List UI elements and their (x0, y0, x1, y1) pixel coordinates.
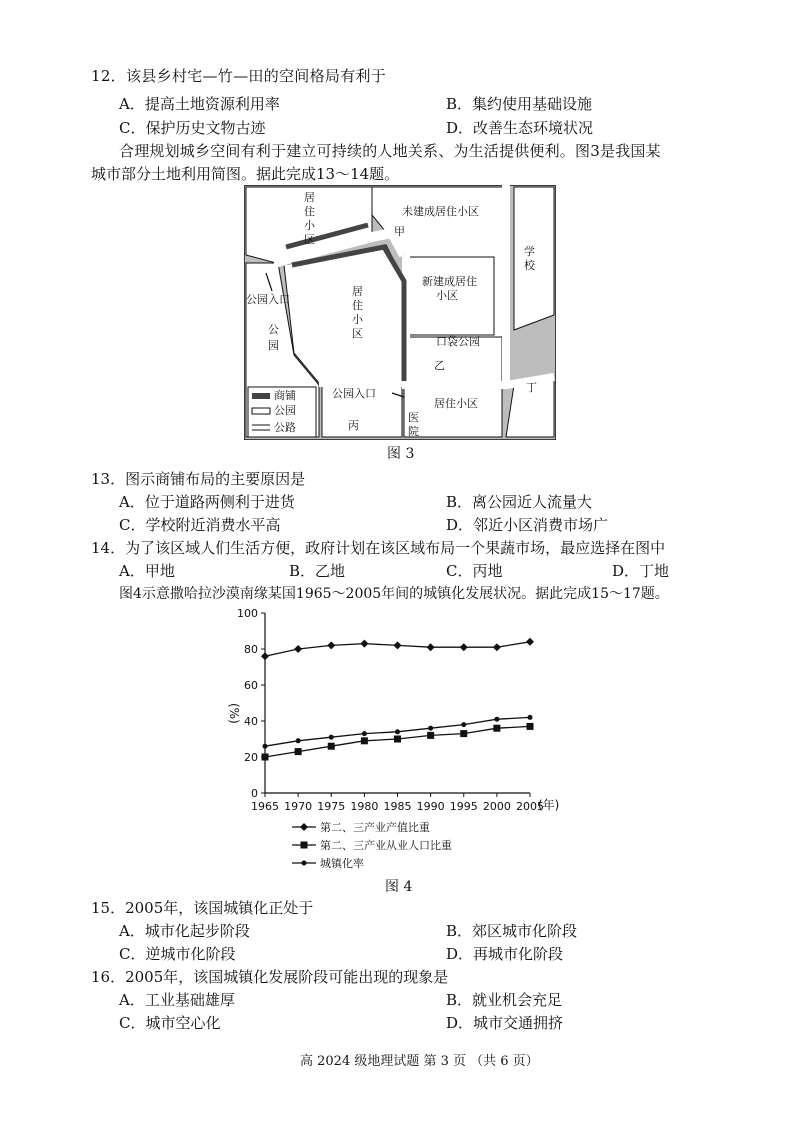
x-tick-label: 1970 (284, 800, 313, 813)
label-res-center-1: 居 (352, 285, 363, 298)
legend-park-label: 公园 (274, 404, 296, 417)
label-res-center-3: 小 (352, 313, 363, 326)
label-ding: 丁 (526, 381, 537, 394)
data-point-1-1 (295, 748, 302, 755)
q14-option-b[interactable]: B．乙地 (289, 562, 346, 580)
legend-label-1: 第二、三产业从业人口比重 (320, 839, 452, 852)
label-park-entrance-1: 公园入口 (246, 293, 290, 306)
data-point-0-8 (526, 638, 534, 646)
label-res-tl-4: 区 (304, 233, 315, 246)
q15-option-a[interactable]: A．城市化起步阶段 (119, 922, 250, 940)
q13-option-d[interactable]: D．邻近小区消费市场广 (446, 516, 609, 534)
x-tick-label: 1985 (383, 800, 412, 813)
figure-3-caption: 图 3 (387, 446, 415, 462)
legend-label-2: 城镇化率 (320, 857, 364, 870)
label-new-res-1: 新建成居住 (422, 275, 477, 288)
intro-15-17: 图4示意撒哈拉沙漠南缘某国1965～2005年间的城镇化发展状况。据此完成15～17题。 (119, 586, 669, 602)
label-res-bottom: 居住小区 (434, 397, 478, 410)
label-jia: 甲 (394, 225, 405, 238)
q13-option-a[interactable]: A．位于道路两侧利于进货 (119, 493, 295, 511)
y-tick-label: 60 (244, 679, 258, 692)
data-point-2-5 (428, 726, 433, 731)
label-park-2: 园 (268, 339, 279, 352)
data-point-0-7 (493, 643, 501, 651)
y-tick-label: 100 (237, 607, 258, 620)
x-tick-label: 2000 (482, 800, 511, 813)
label-res-center-2: 住 (352, 299, 363, 312)
label-new-res-2: 小区 (436, 289, 458, 302)
x-tick-label: 1965 (251, 800, 279, 813)
data-point-2-4 (395, 729, 400, 734)
y-tick-label: 40 (244, 715, 258, 728)
label-yi: 乙 (434, 359, 445, 372)
legend-shop-label: 商铺 (274, 389, 296, 402)
x-tick-label: 1995 (449, 800, 478, 813)
data-point-0-3 (360, 640, 368, 648)
question-16-stem: 16．2005年，该国城镇化发展阶段可能出现的现象是 (91, 968, 449, 986)
data-point-1-4 (394, 736, 401, 743)
data-point-1-6 (460, 730, 467, 737)
q13-option-c[interactable]: C．学校附近消费水平高 (119, 516, 281, 534)
data-point-1-3 (361, 737, 368, 744)
x-tick-label: 1990 (416, 800, 445, 813)
data-point-0-5 (427, 643, 435, 651)
data-point-1-5 (427, 732, 434, 739)
data-point-0-4 (394, 641, 402, 649)
data-point-2-0 (263, 744, 268, 749)
label-park-entrance-2: 公园入口 (332, 387, 376, 400)
block-res-center (284, 245, 404, 383)
data-point-2-1 (296, 738, 301, 743)
legend-marker-1 (301, 842, 308, 849)
y-tick-label: 0 (251, 787, 258, 800)
chart-y-axis-label: (%) (227, 703, 241, 724)
data-point-2-8 (528, 715, 533, 720)
q12-option-c[interactable]: C．保护历史文物古迹 (119, 119, 266, 137)
q16-option-b[interactable]: B．就业机会充足 (446, 991, 563, 1009)
data-point-2-6 (461, 722, 466, 727)
q16-option-a[interactable]: A．工业基础雄厚 (119, 991, 235, 1009)
label-res-tl-3: 小 (304, 219, 315, 232)
chart-x-axis-label: (年) (538, 798, 560, 812)
q12-option-a[interactable]: A．提高土地资源利用率 (119, 95, 280, 113)
y-tick-label: 20 (244, 751, 258, 764)
x-tick-label: 1980 (350, 800, 379, 813)
label-school-2: 校 (524, 259, 535, 272)
data-point-0-6 (460, 643, 468, 651)
legend-label-0: 第二、三产业产值比重 (320, 821, 430, 834)
data-point-1-8 (527, 723, 534, 730)
q15-option-c[interactable]: C．逆城市化阶段 (119, 945, 236, 963)
data-point-1-0 (262, 754, 269, 761)
label-res-center-4: 区 (352, 327, 363, 340)
x-tick-label: 1975 (317, 800, 346, 813)
legend-park-swatch (252, 408, 270, 414)
q15-option-d[interactable]: D．再城市化阶段 (446, 945, 564, 963)
data-point-1-2 (328, 743, 335, 750)
page-footer: 高 2024 级地理试题 第 3 页 （共 6 页） (300, 1054, 539, 1069)
question-12-stem: 12．该县乡村宅—竹—田的空间格局有利于 (91, 67, 387, 85)
label-res-tl-1: 居 (304, 191, 315, 204)
legend-shop-swatch (252, 393, 270, 399)
data-point-0-0 (261, 652, 269, 660)
q13-option-b[interactable]: B．离公园近人流量大 (446, 493, 593, 511)
label-bing: 丙 (348, 419, 359, 432)
data-point-2-3 (362, 731, 367, 736)
intro-13-14-line2: 城市部分土地利用简图。据此完成13～14题。 (91, 165, 400, 183)
q16-option-d[interactable]: D．城市交通拥挤 (446, 1014, 564, 1032)
label-hospital-2: 院 (408, 425, 419, 438)
y-tick-label: 80 (244, 643, 258, 656)
q16-option-c[interactable]: C．城市空心化 (119, 1014, 221, 1032)
legend-road-label: 公路 (274, 421, 296, 434)
question-13-stem: 13．图示商铺布局的主要原因是 (91, 470, 306, 488)
legend-marker-0 (300, 823, 308, 831)
data-point-1-7 (493, 725, 500, 732)
q15-option-b[interactable]: B．郊区城市化阶段 (446, 922, 578, 940)
label-school-1: 学 (524, 245, 535, 258)
q14-option-c[interactable]: C．丙地 (446, 562, 503, 580)
q12-option-d[interactable]: D．改善生态环境状况 (446, 119, 594, 137)
label-pocket-park: 口袋公园 (436, 335, 480, 348)
label-park-1: 公 (268, 323, 279, 336)
q14-option-a[interactable]: A．甲地 (119, 562, 175, 580)
legend-marker-2 (302, 861, 307, 866)
question-14-stem: 14．为了该区域人们生活方便，政府计划在该区域布局一个果蔬市场，最应选择在图中 (91, 539, 666, 557)
urbanization-chart (220, 605, 600, 895)
intro-13-14-line1: 合理规划城乡空间有利于建立可持续的人地关系、为生活提供便利。图3是我国某 (119, 142, 661, 160)
data-point-2-7 (494, 717, 499, 722)
figure-4-caption: 图 4 (385, 879, 413, 895)
data-point-0-2 (327, 641, 335, 649)
question-15-stem: 15．2005年，该国城镇化正处于 (91, 899, 314, 917)
q14-option-d[interactable]: D．丁地 (612, 562, 670, 580)
land-use-map (244, 185, 556, 440)
label-unbuilt-res: 未建成居住小区 (402, 205, 479, 218)
data-point-2-2 (329, 735, 334, 740)
label-hospital-1: 医 (408, 411, 419, 424)
data-point-0-1 (294, 645, 302, 653)
label-res-tl-2: 住 (304, 205, 315, 218)
x-tick-label: 2005 (516, 800, 544, 813)
q12-option-b[interactable]: B．集约使用基础设施 (446, 95, 593, 113)
